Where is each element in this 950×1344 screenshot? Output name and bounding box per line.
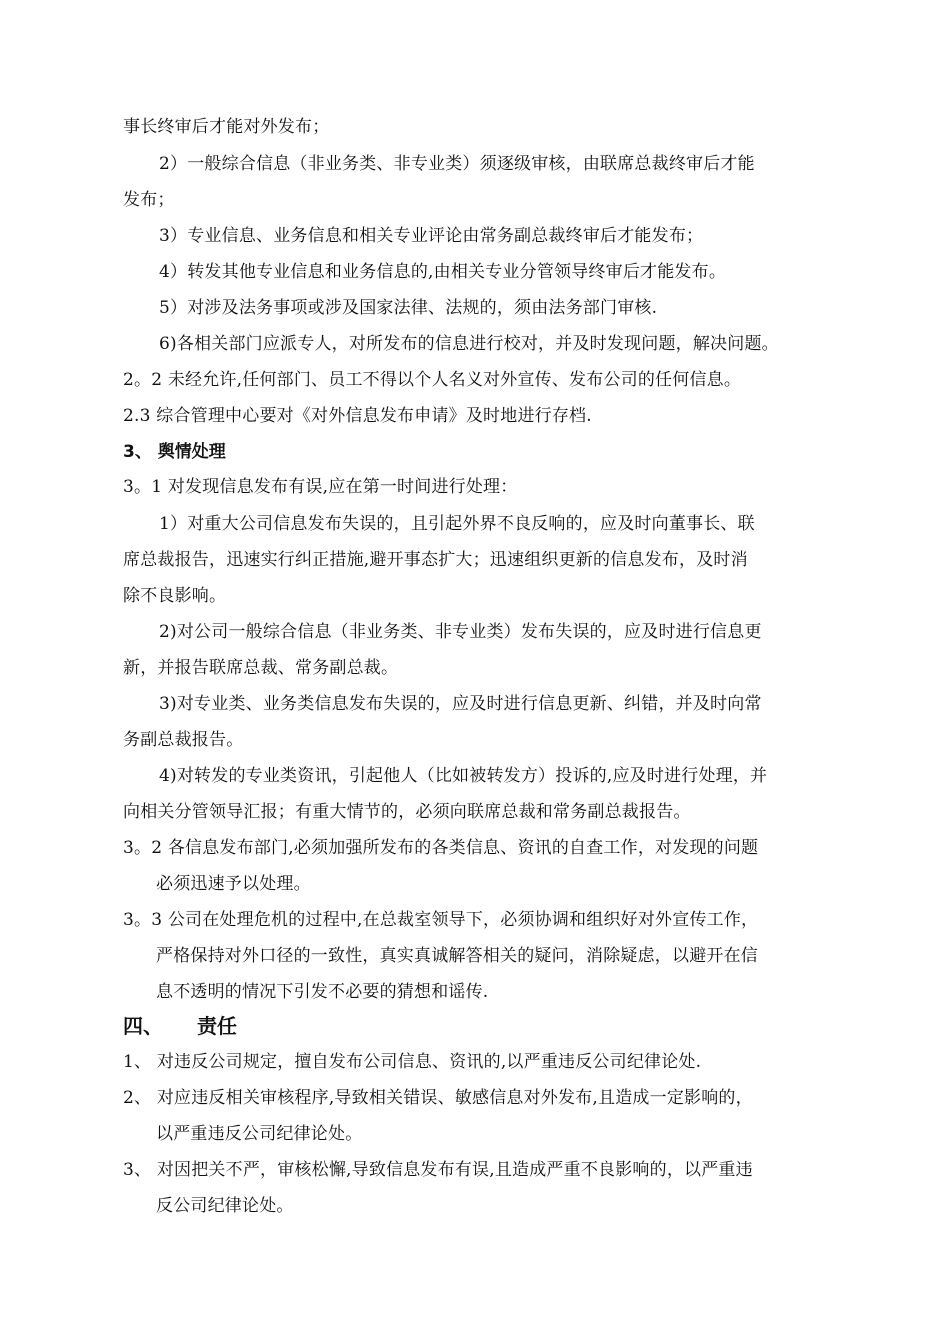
paragraph-line: 3。2 各信息发布部门,必须加强所发布的各类信息、资讯的自查工作，对发现的问题 (123, 838, 759, 858)
paragraph-line: 6)各相关部门应派专人，对所发布的信息进行校对，并及时发现问题，解决问题。 (159, 334, 779, 354)
paragraph-line: 严格保持对外口径的一致性，真实真诚解答相关的疑问，消除疑虑，以避开在信 (156, 946, 758, 966)
section-3-heading: 3、 舆情处理 (123, 442, 226, 462)
paragraph-line: 反公司纪律论处。 (156, 1196, 294, 1216)
section-4-number: 四、 (123, 1014, 163, 1038)
paragraph-line: 3、 对因把关不严，审核松懈,导致信息发布有误,且造成严重不良影响的，以严重违 (123, 1160, 753, 1180)
paragraph-line: 除不良影响。 (123, 586, 227, 606)
paragraph-line: 2。2 未经允许,任何部门、员工不得以个人名义对外宣传、发布公司的任何信息。 (123, 370, 742, 390)
paragraph-line: 3)对专业类、业务类信息发布失误的，应及时进行信息更新、纠错，并及时向常 (159, 694, 762, 714)
paragraph-line: 事长终审后才能对外发布； (123, 117, 330, 137)
paragraph-line: 5）对涉及法务事项或涉及国家法律、法规的，须由法务部门审核. (159, 298, 658, 318)
paragraph-line: 务副总裁报告。 (123, 730, 244, 750)
paragraph-line: 4）转发其他专业信息和业务信息的,由相关专业分管领导终审后才能发布。 (159, 262, 727, 282)
paragraph-line: 2、 对应违反相关审核程序,导致相关错误、敏感信息对外发布,且造成一定影响的， (123, 1088, 753, 1108)
paragraph-line: 4)对转发的专业类资讯，引起他人（比如被转发方）投诉的,应及时进行处理，并 (159, 766, 768, 786)
paragraph-line: 息不透明的情况下引发不必要的猜想和谣传. (156, 982, 489, 1002)
paragraph-line: 席总裁报告，迅速实行纠正措施,避开事态扩大；迅速组织更新的信息发布，及时消 (123, 550, 748, 570)
paragraph-line: 1、 对违反公司规定，擅自发布公司信息、资讯的,以严重违反公司纪律论处. (123, 1052, 702, 1072)
paragraph-line: 2）一般综合信息（非业务类、非专业类）须逐级审核，由联席总裁终审后才能 (159, 154, 755, 174)
paragraph-line: 必须迅速予以处理。 (156, 874, 311, 894)
paragraph-line: 3。1 对发现信息发布有误,应在第一时间进行处理： (123, 477, 518, 497)
paragraph-line: 新，并报告联席总裁、常务副总裁。 (123, 658, 399, 678)
paragraph-line: 1）对重大公司信息发布失误的，且引起外界不良反响的，应及时向董事长、联 (159, 514, 755, 534)
paragraph-line: 向相关分管领导汇报；有重大情节的，必须向联席总裁和常务副总裁报告。 (123, 802, 691, 822)
paragraph-line: 2.3 综合管理中心要对《对外信息发布申请》及时地进行存档. (123, 406, 592, 426)
section-4-title: 责任 (197, 1014, 237, 1038)
section-4-heading (123, 1012, 237, 1040)
paragraph-line: 2)对公司一般综合信息（非业务类、非专业类）发布失误的，应及时进行信息更 (159, 622, 762, 642)
paragraph-line: 发布； (123, 190, 175, 210)
paragraph-line: 以严重违反公司纪律论处。 (156, 1124, 363, 1144)
paragraph-line: 3。3 公司在处理危机的过程中,在总裁室领导下，必须协调和组织好对外宣传工作， (123, 910, 759, 930)
paragraph-line: 3）专业信息、业务信息和相关专业评论由常务副总裁终审后才能发布； (159, 226, 704, 246)
